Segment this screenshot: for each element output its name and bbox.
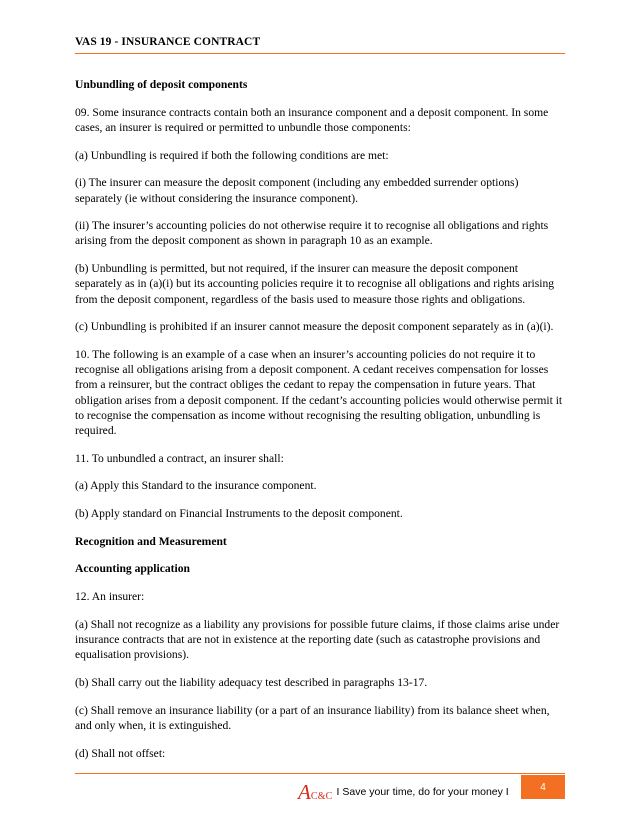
paragraph: 12. An insurer: <box>75 590 145 604</box>
section-heading-unbundling: Unbundling of deposit components <box>75 78 248 91</box>
paragraph: (i) The insurer can measure the deposit component (including any embedded surrender options) separately (ie without considering the insurance component). <box>75 176 519 205</box>
paragraph: (b) Apply standard on Financial Instruments to the deposit component. <box>75 507 403 521</box>
page-number: 4 <box>521 775 565 799</box>
document-body <box>75 77 565 773</box>
paragraph: (b) Unbundling is permitted, but not required, if the insurer can measure the deposit component separately as in (a)(i) but its accounting policies require it to recognise all obligations and rights arising from the deposit component, regardless of the basis used to measure those rights and obligations. <box>75 262 555 306</box>
company-logo <box>298 779 333 804</box>
header-divider <box>75 53 565 54</box>
paragraph: (c) Shall remove an insurance liability (or a part of an insurance liability) from its balance sheet when, and only when, it is extinguished. <box>75 703 550 732</box>
paragraph: (ii) The insurer’s accounting policies do not otherwise require it to recognise all obligations and rights arising from the deposit component as shown in paragraph 10 as an example. <box>75 219 549 248</box>
running-header: VAS 19 - INSURANCE CONTRACT <box>75 36 261 48</box>
paragraph: (b) Shall carry out the liability adequacy test described in paragraphs 13-17. <box>75 675 428 689</box>
section-heading-accounting: Accounting application <box>75 562 190 576</box>
paragraph: 09. Some insurance contracts contain both an insurance component and a deposit component. In some cases, an insurer is required or permitted to unbundle those components: <box>75 105 549 134</box>
logo-letter: A <box>298 779 311 804</box>
paragraph: 10. The following is an example of a case when an insurer’s accounting policies do not require it to recognise all obligations arising from a deposit component. A cedant receives compensation for losses from a reinsurer, but the contract obliges the cedant to repay the compensation in future years. That obligation arises from a deposit component. If the cedant’s accounting policies would otherwise permit it to recognise the compensation as income without recognising the resulting obligation, unbundling is required. <box>75 347 563 437</box>
footer <box>298 780 509 804</box>
logo-text: C&C <box>310 790 333 802</box>
footer-divider <box>75 773 565 774</box>
paragraph: (a) Apply this Standard to the insurance component. <box>75 479 317 493</box>
paragraph: (a) Shall not recognize as a liability any provisions for possible future claims, if those claims arise under insurance contracts that are not in existence at the reporting date (such as catastrophe provisions and equalisation provisions). <box>75 617 560 662</box>
section-heading-recognition: Recognition and Measurement <box>75 534 227 548</box>
footer-tagline: I Save your time, do for your money I <box>336 786 509 798</box>
paragraph: (a) Unbundling is required if both the following conditions are met: <box>75 148 389 162</box>
paragraph: (c) Unbundling is prohibited if an insurer cannot measure the deposit component separately as in (a)(i). <box>75 320 554 334</box>
paragraph: (d) Shall not offset: <box>75 746 166 760</box>
paragraph: 11. To unbundled a contract, an insurer shall: <box>75 451 284 465</box>
